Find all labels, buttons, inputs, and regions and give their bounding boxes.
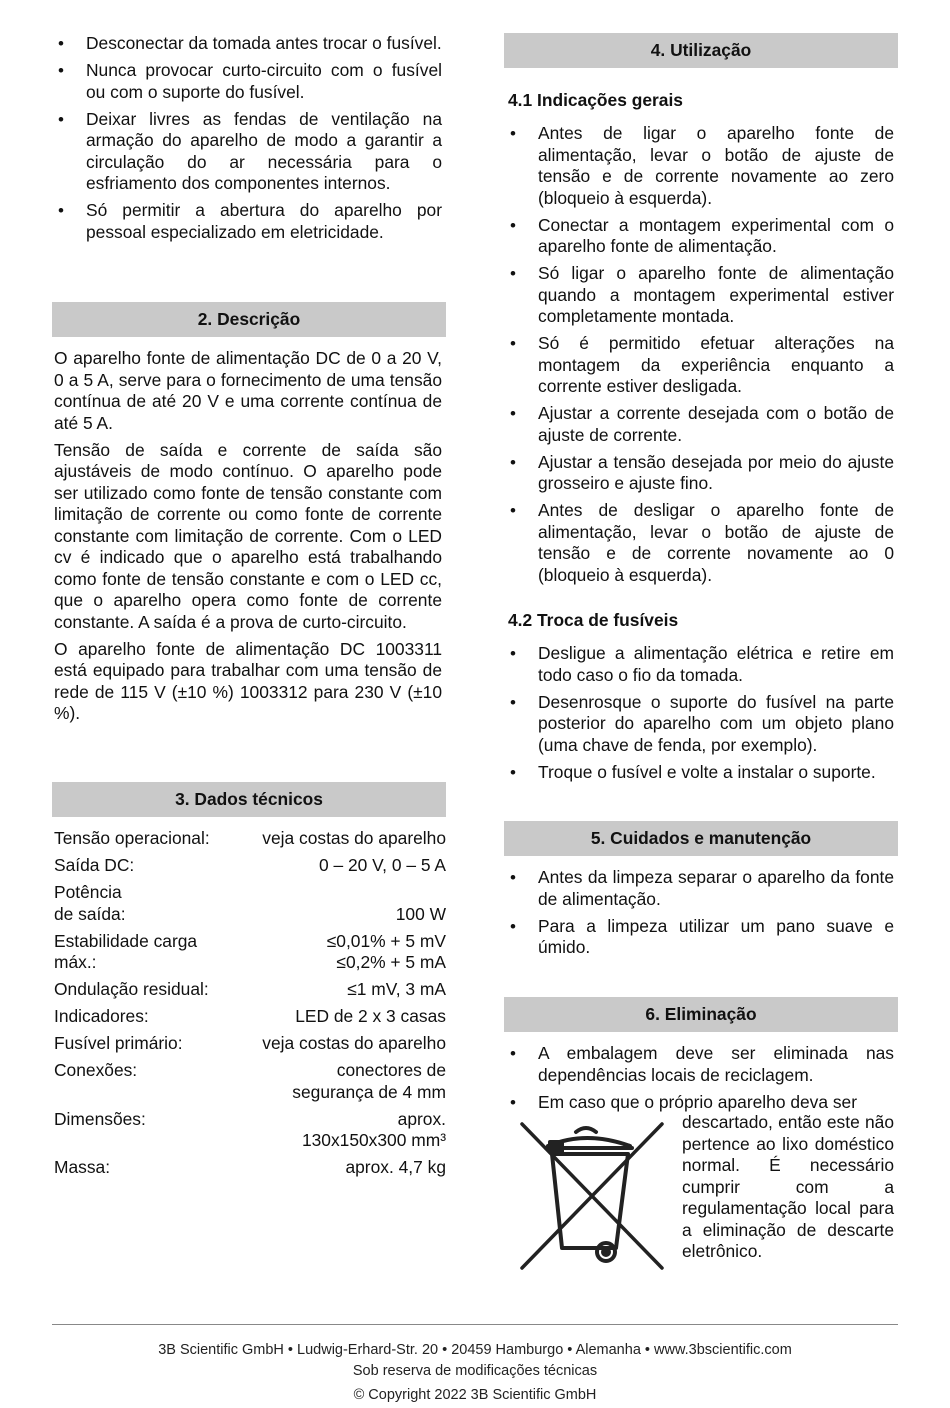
care-list [504,867,898,964]
descricao-body [52,348,446,730]
list-item: • Antes de ligar o aparelho fonte de alimentação, levar o botão de ajuste de tensão e de corrente novamente ao zero (bloqueio à esquerda). [504,123,894,209]
section-heading-dados-tecnicos: 3. Dados técnicos [52,782,446,817]
list-item: • Deixar livres as fendas de ventilação na armação do aparelho de modo a garantir a circulação do ar necessária para o esfriamento dos componentes internos. [52,109,442,195]
spec-label: Tensão operacional: [54,828,210,848]
list-item: • Troque o fusível e volte a instalar o suporte. [504,762,894,784]
table-row [52,979,446,1006]
spec-label: Fusível primário: [54,1033,183,1053]
table-row [52,828,446,855]
safety-list [52,33,446,249]
spec-value: aprox. 4,7 kg [345,1157,446,1177]
spec-value: ≤0,01% + 5 mV ≤0,2% + 5 mA [326,930,446,972]
list-item: • Só é permitido efetuar alterações na montagem da experiência enquanto a corrente estiver desligada. [504,333,894,398]
list-item: • Ajustar a tensão desejada por meio do ajuste grosseiro e ajuste fino. [504,452,894,495]
list-item [504,1092,894,1114]
table-row [52,1033,446,1060]
table-row [52,1109,446,1158]
spec-label: Indicadores: [54,1006,149,1026]
list-item: • Nunca provocar curto-circuito com o fusível ou com o suporte do fusível. [52,60,442,103]
list-item-text: Em caso que o próprio aparelho deva ser [538,1091,858,1112]
table-row [52,882,446,931]
paragraph: Tensão de saída e corrente de saída são ajustáveis de modo contínuo. O aparelho pode ser utilizado como fonte de tensão constante com limitação de corrente ou como fonte de corrente constante com limitação de corrente. Com o LED cv é indicado que o aparelho está trabalhando como fonte de tensão constante e com o LED cc, que o aparelho opera como fonte de corrente constante. A saída é a prova de curto-circuito. [54,439,442,632]
table-row [52,1006,446,1033]
fuse-list [504,643,898,789]
crossed-out-wheelie-bin-icon [512,1118,672,1274]
spec-label: Estabilidade carga máx.: [54,930,198,972]
footer-notice: Sob reserva de modificações técnicas [352,1363,598,1379]
disposal-list [504,1043,898,1113]
spec-label: Massa: [54,1157,111,1177]
section-heading-descricao: 2. Descrição [52,302,446,337]
spec-label: Dimensões: [54,1108,146,1129]
spec-value: 0 – 20 V, 0 – 5 A [319,855,446,875]
spec-value: aprox. 130x150x300 mm³ [301,1108,446,1150]
table-row [52,1060,446,1109]
spec-value: 100 W [395,903,446,924]
spec-label: Ondulação residual: [54,979,209,999]
list-item: • Ajustar a corrente desejada com o botão de ajuste de corrente. [504,403,894,446]
list-item: • Desligue a alimentação elétrica e retire em todo caso o fio da tomada. [504,643,894,686]
table-row [52,1157,446,1184]
subheading-troca-fusiveis: 4.2 Troca de fusíveis [508,610,679,630]
list-item: • Para a limpeza utilizar um pano suave e úmido. [504,916,894,959]
subheading-indicacoes-gerais: 4.1 Indicações gerais [508,90,683,110]
spec-value: conectores de segurança de 4 mm [292,1060,446,1102]
list-item: • Só ligar o aparelho fonte de alimentação quando a montagem experimental estiver completamente montada. [504,263,894,328]
spec-label: Saída DC: [54,855,135,875]
disposal-text-continued: descartado, então este não pertence ao lixo doméstico normal. É necessário cumprir com a regulamentação local para a eliminação de descarte eletrônico. [682,1112,894,1261]
footer-copyright: © Copyright 2022 3B Scientific GmbH [353,1387,597,1403]
spec-value: ≤1 mV, 3 mA [347,979,446,999]
footer [0,1324,950,1406]
usage-list [504,123,898,592]
list-item: • Conectar a montagem experimental com o aparelho fonte de alimentação. [504,215,894,258]
list-item: • Desenrosque o suporte do fusível na parte posterior do aparelho com um objeto plano (uma chave de fenda, por exemplo). [504,692,894,757]
list-item: • Só permitir a abertura do aparelho por pessoal especializado em eletricidade. [52,200,442,243]
spec-value: veja costas do aparelho [262,1033,446,1053]
section-heading-cuidados: 5. Cuidados e manutenção [504,821,898,856]
tech-data-table [52,828,446,1184]
section-heading-utilizacao: 4. Utilização [504,33,898,68]
list-item: • Desconectar da tomada antes trocar o fusível. [52,33,442,55]
table-row [52,855,446,882]
table-row [52,931,446,980]
paragraph: O aparelho fonte de alimentação DC de 0 a 20 V, 0 a 5 A, serve para o fornecimento de uma tensão contínua de até 20 V e uma corrente contínua de até 5 A. [54,348,442,433]
spec-label: Conexões: [54,1060,138,1080]
list-item: • Antes da limpeza separar o aparelho da fonte de alimentação. [504,867,894,910]
spec-value: LED de 2 x 3 casas [295,1006,446,1026]
spec-label: Potência de saída: [54,882,126,924]
section-heading-eliminacao: 6. Eliminação [504,997,898,1032]
footer-address: 3B Scientific GmbH • Ludwig-Erhard-Str. 20 • 20459 Hamburgo • Alemanha • www.3bscientific.com [158,1342,792,1358]
spec-value: veja costas do aparelho [262,828,446,848]
paragraph: O aparelho fonte de alimentação DC 1003311 está equipado para trabalhar com uma tensão de rede de 115 V (±10 %) 1003312 para 230 V (±10 %). [54,638,442,723]
list-item: • A embalagem deve ser eliminada nas dependências locais de reciclagem. [504,1043,894,1086]
list-item: • Antes de desligar o aparelho fonte de alimentação, levar o botão de ajuste de tensão e de corrente novamente ao 0 (bloqueio à esquerda). [504,500,894,586]
